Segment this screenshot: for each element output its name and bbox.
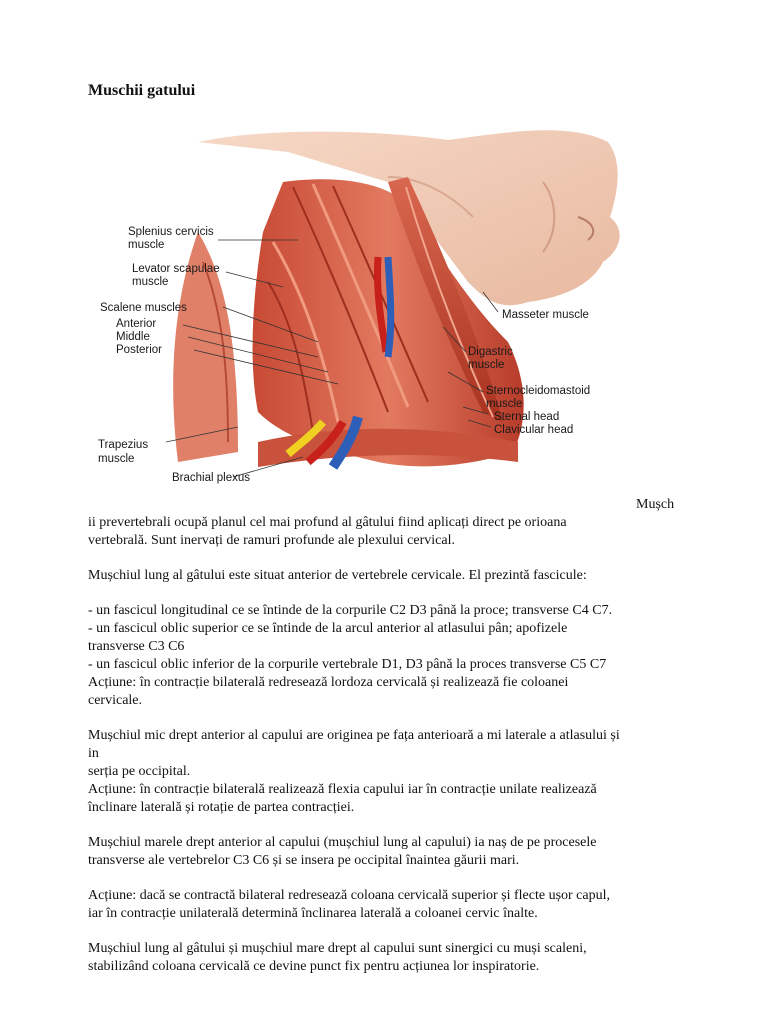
paragraph-line: Mușchiul marele drept anterior al capului (mușchiul lung al capului) ia naș de pe procesele <box>88 835 597 850</box>
paragraph-line: cervicale. <box>88 693 143 708</box>
jugular-vein <box>388 257 391 357</box>
paragraph-line: Mușchiul lung al gâtului și mușchiul mare drept al capului sunt sinergici cu muși scaleni, <box>88 941 587 956</box>
label-scalene: Scalene muscles <box>100 302 187 314</box>
document-body <box>88 514 688 976</box>
label-clavicular-head: Clavicular head <box>494 424 574 436</box>
paragraph-line: Acțiune: în contracție bilaterală redresează lordoza cervicală și realizează fie coloanei <box>88 675 569 690</box>
label-levator: Levator scapulae <box>132 263 220 275</box>
paragraph-line: iar în contracție unilaterală determină înclinarea laterală a coloanei cervic înalte. <box>88 906 538 921</box>
paragraph-line: Acțiune: în contracție bilaterală realizează flexia capului iar în contracție unilate realizează <box>88 782 597 797</box>
paragraph-line: vertebrală. Sunt inervați de ramuri profunde ale plexului cervical. <box>88 533 455 548</box>
label-masseter: Masseter muscle <box>502 309 589 321</box>
paragraph-line: in <box>88 746 99 761</box>
label-digastric-muscle: muscle <box>468 359 505 371</box>
label-scm-muscle: muscle <box>486 398 523 410</box>
label-posterior: Posterior <box>116 344 163 356</box>
label-trapezius: Trapezius <box>98 439 149 451</box>
paragraph-line: Acțiune: dacă se contractă bilateral redresează coloana cervicală superior și flecte ușor capul, <box>88 888 610 903</box>
label-levator-muscle: muscle <box>132 276 169 288</box>
label-middle: Middle <box>116 331 150 343</box>
label-anterior: Anterior <box>116 318 157 330</box>
paragraph-line: Mușchiul lung al gâtului este situat anterior de vertebrele cervicale. El prezintă fascicule: <box>88 568 587 583</box>
paragraph-line: transverse ale vertebrelor C3 C6 și se insera pe occipital înaintea găurii mari. <box>88 853 520 868</box>
label-scm: Sternocleidomastoid <box>486 385 591 397</box>
paragraph-line: - un fascicul oblic inferior de la corpurile vertebrale D1, D3 până la proces transverse C5 C7 <box>88 657 607 672</box>
paragraph-line: ii prevertebrali ocupă planul cel mai profund al gâtului fiind aplicați direct pe orioana <box>88 515 567 530</box>
label-trapezius-muscle: muscle <box>98 453 135 465</box>
page-title: Muschii gatului <box>88 82 196 99</box>
paragraph-line: - un fascicul oblic superior ce se întinde de la arcul anterior al atlasului pân; apofizele <box>88 621 568 636</box>
paragraph-line: înclinare laterală și rotație de partea contracției. <box>88 800 355 815</box>
paragraph-line: stabilizând coloana cervicală ce devine punct fix pentru acțiunea lor inspiratorie. <box>88 959 540 974</box>
label-splenius: Splenius cervicis <box>128 226 214 238</box>
paragraph-line: Mușchiul mic drept anterior al capului are originea pe fața anterioară a mi laterale a atlasului și <box>88 728 620 743</box>
paragraph-line: transverse C3 C6 <box>88 639 185 654</box>
paragraph-lead-fragment: Mușch <box>636 497 675 512</box>
label-brachial: Brachial plexus <box>172 472 250 484</box>
paragraph-line: serția pe occipital. <box>88 764 191 779</box>
paragraph-line: - un fascicul longitudinal ce se întinde de la corpurile C2 D3 până la proce; transverse C4 C7. <box>88 603 613 618</box>
label-digastric: Digastric <box>468 346 513 358</box>
label-splenius-muscle: muscle <box>128 239 165 251</box>
label-sternal-head: Sternal head <box>494 411 560 423</box>
neck-muscles-illustration <box>88 122 648 494</box>
